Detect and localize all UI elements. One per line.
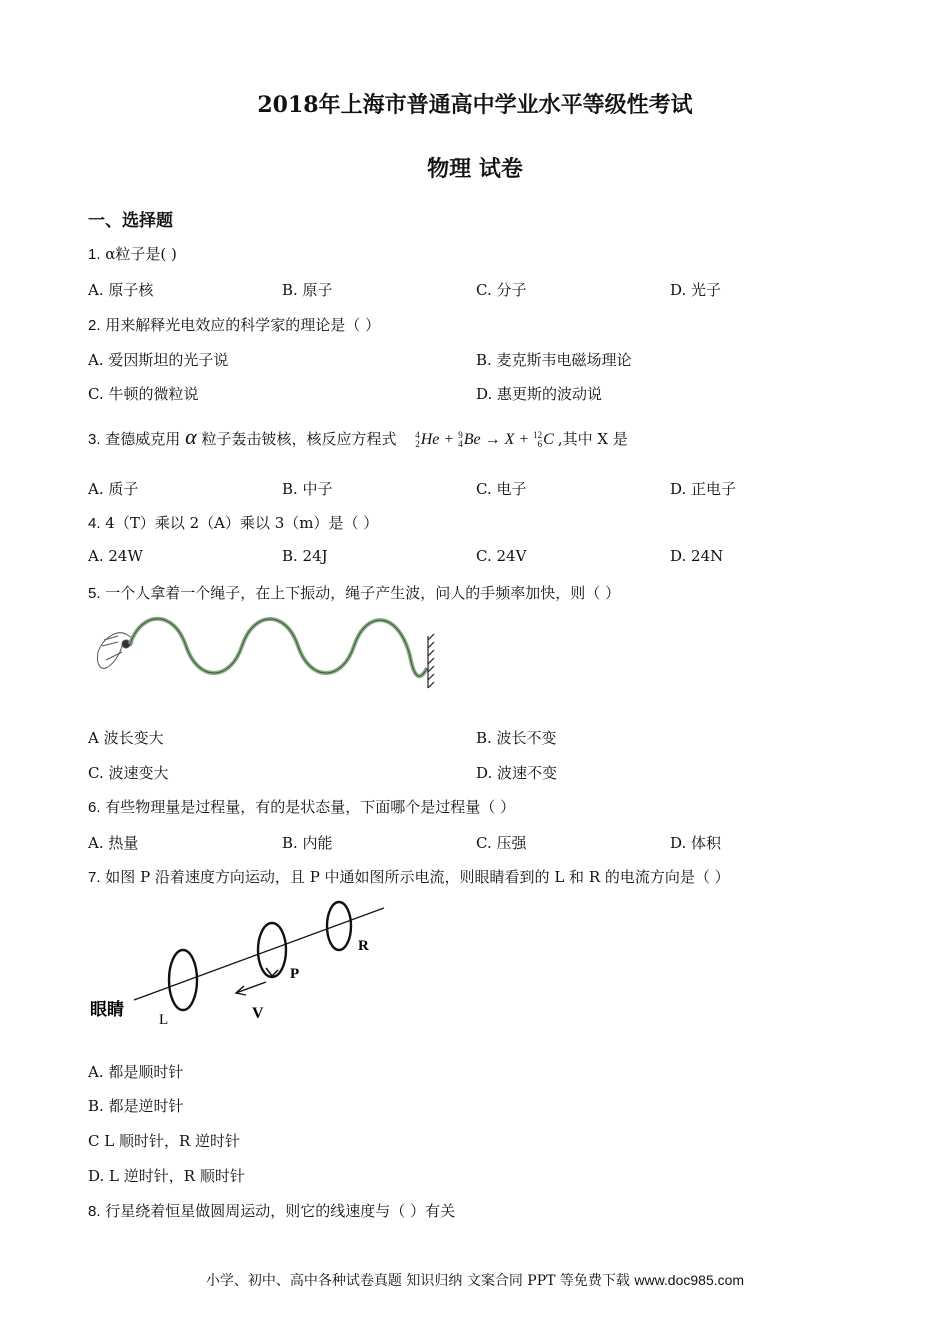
footer-link[interactable]: www.doc985.com [634,1272,745,1288]
q1-option-b: B. 原子 [282,281,333,299]
q5-option-c: C. 波速变大 [88,764,169,782]
question-6 [88,796,515,817]
label-p: P [290,966,300,982]
coil-l [169,950,197,1010]
q3-option-b: B. 中子 [282,480,333,498]
coil-figure [86,898,386,1028]
q5-option-a: A 波长变大 [88,729,164,747]
section-heading: 一、选择题 [88,211,173,231]
label-eye: 眼睛 [90,1000,124,1020]
question-text: 一个人拿着一个绳子，在上下振动，绳子产生波，问人的手频率加快，则（ ） [105,584,621,602]
question-number: 8. [88,1203,101,1220]
rope-wave-figure [94,616,439,692]
question-text-c: ,其中 X 是 [557,430,628,448]
q4-option-c: C. 24V [476,547,527,565]
q7-option-b: B. 都是逆时针 [88,1097,184,1115]
question-number: 1. [88,246,101,263]
q1-option-d: D. 光子 [670,281,722,299]
wall [428,634,434,688]
footer-text: 小学、初中、高中各种试卷真题 知识归纳 文案合同 PPT 等免费下载 [205,1273,630,1289]
q5-option-d: D. 波速不变 [476,764,558,782]
question-text-a: 查德威克用 [105,430,181,448]
footer [0,1270,950,1290]
q6-option-d: D. 体积 [670,834,722,852]
q7-option-d: D. L 逆时针，R 顺时针 [88,1167,245,1185]
question-text: 4（T）乘以 2（A）乘以 3（m）是（ ） [105,514,379,532]
question-number: 5. [88,585,101,602]
q7-option-c: C L 顺时针，R 逆时针 [88,1132,241,1150]
question-text: 用来解释光电效应的科学家的理论是（ ） [105,316,381,334]
label-l: L [159,1012,169,1028]
question-text: 行星绕着恒星做圆周运动，则它的线速度与（ ）有关 [105,1202,456,1220]
q5-option-b: B. 波长不变 [476,729,557,747]
q2-option-b: B. 麦克斯韦电磁场理论 [476,351,632,369]
question-text: 如图 P 沿着速度方向运动，且 P 中通如图所示电流，则眼睛看到的 L 和 R 的电流方向是（ ） [105,868,730,886]
question-5 [88,582,620,603]
question-1 [88,243,177,264]
question-number: 7. [88,869,101,886]
q4-option-d: D. 24N [670,547,724,565]
question-2 [88,314,380,335]
q2-option-d: D. 惠更斯的波动说 [476,385,603,403]
question-number: 4. [88,515,101,532]
question-number: 2. [88,317,101,334]
page-title: 2018年上海市普通高中学业水平等级性考试 [257,92,693,118]
page-subtitle: 物理 试卷 [427,156,523,182]
q2-option-c: C. 牛顿的微粒说 [88,385,199,403]
q3-option-c: C. 电子 [476,480,527,498]
q1-option-a: A. 原子核 [88,281,154,299]
question-number: 3. [88,431,101,448]
question-7 [88,866,730,887]
hand-icon [97,633,132,669]
q2-option-a: A. 爱因斯坦的光子说 [88,351,229,369]
question-text: 有些物理量是过程量，有的是状态量，下面哪个是过程量（ ） [105,798,516,816]
question-8 [88,1200,455,1221]
nuclear-equation: 4 2 He + 9 4 Be → X + 12 6 C [415,430,554,450]
rope-wave [130,619,427,676]
question-4 [88,512,378,533]
question-text: α粒子是( ) [105,245,177,263]
q7-option-a: A. 都是顺时针 [88,1063,184,1081]
q6-option-b: B. 内能 [282,834,333,852]
q4-option-b: B. 24J [282,547,328,565]
coil-r [327,902,351,950]
question-text-b: 粒子轰击铍核，核反应方程式 [201,430,397,448]
q4-option-a: A. 24W [88,547,143,565]
alpha-symbol: α [185,424,197,449]
label-v: V [252,1005,264,1022]
label-r: R [358,938,369,954]
q1-option-c: C. 分子 [476,281,527,299]
coil-p [258,923,286,977]
question-number: 6. [88,799,101,816]
q3-option-a: A. 质子 [88,480,139,498]
q6-option-a: A. 热量 [88,834,139,852]
q6-option-c: C. 压强 [476,834,527,852]
q3-option-d: D. 正电子 [670,480,737,498]
question-3 [88,424,628,450]
